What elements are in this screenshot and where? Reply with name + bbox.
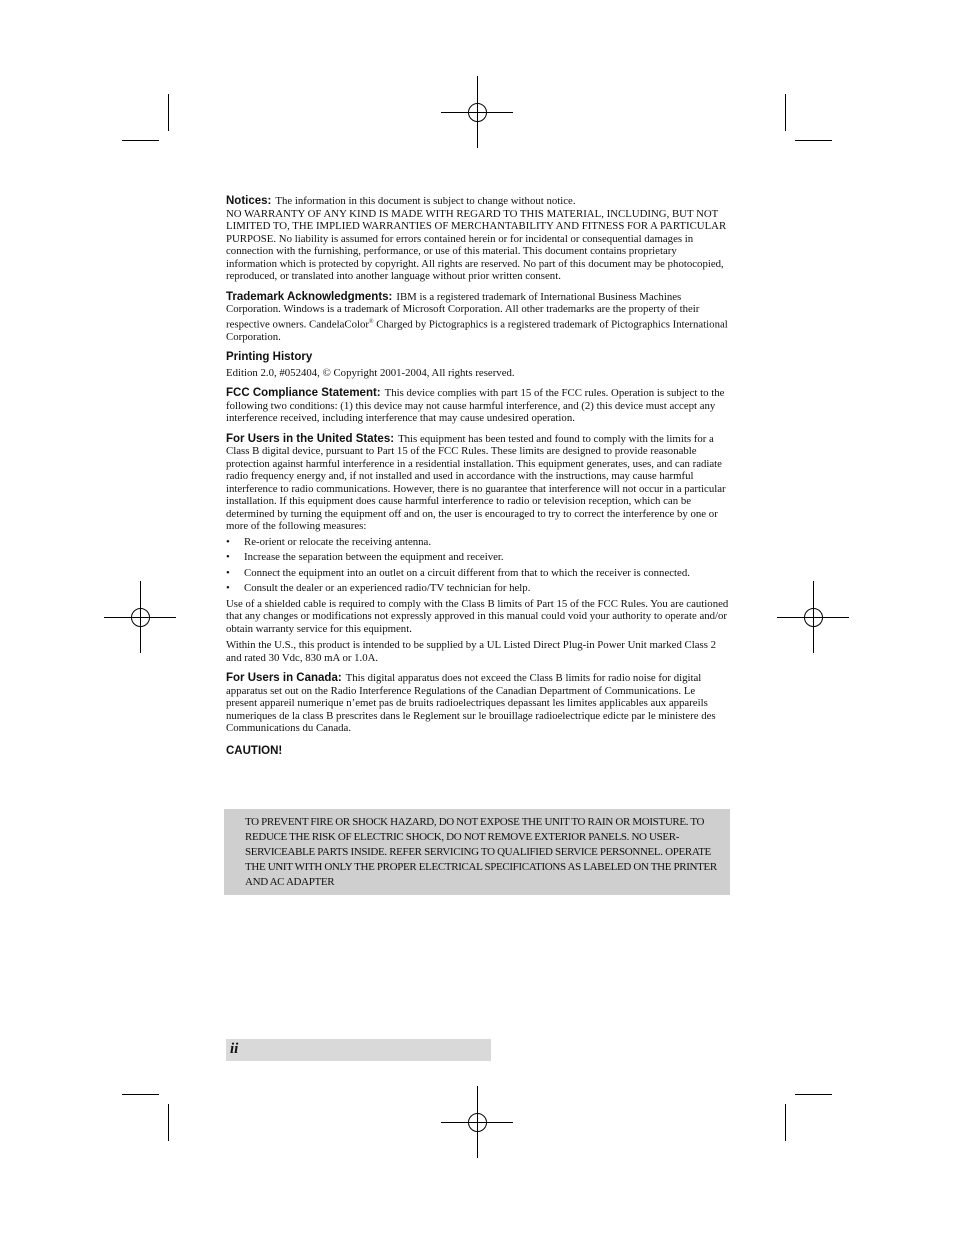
registered-symbol: ® (369, 318, 374, 325)
list-item-text: Connect the equipment into an outlet on a circuit different from that to which the receiver is connected. (244, 566, 690, 579)
registration-mark-top (441, 76, 513, 148)
bullet: • (226, 582, 230, 595)
document-body (226, 195, 729, 761)
crop-mark (795, 1094, 832, 1095)
registration-mark-left (104, 581, 176, 653)
bullet: • (226, 566, 230, 579)
canada-users-body: This digital apparatus does not exceed the Class B limits for radio noise for digital apparatus set out on the Radio Interference Regulations of the Canadian Department of Communications. Le present appareil numerique n’emet pas de bruits radioelectriques depassant les limites applicables aux appareils numeriques de la class B prescrites dans le Reglement sur le brouillage radioelectrique edicte par le ministere des Communications du Canada. (226, 672, 716, 735)
crop-mark (122, 1094, 159, 1095)
printing-history-heading: Printing History (226, 351, 313, 364)
list-item-text: Consult the dealer or an experienced radio/TV technician for help. (244, 582, 531, 595)
us-users-section (226, 433, 729, 665)
power-unit-paragraph: Within the U.S., this product is intended to be supplied by a UL Listed Direct Plug-in Power Unit marked Class 2 and rated 30 Vdc, 830 mA or 1.0A. (226, 639, 717, 664)
trademark-body-part2: Charged by Pictographics is a registered trademark of Pictographics International Corporation. (226, 318, 728, 343)
page-number: ii (230, 1041, 239, 1057)
printing-history-body: Edition 2.0, #052404, © Copyright 2001-2004, All rights reserved. (226, 366, 515, 379)
fcc-body: This device complies with part 15 of the FCC rules. Operation is subject to the following two conditions: (1) this device may not cause harmful interference, and (2) this device must accept any interference received, including interference that may cause undesired operation. (226, 387, 725, 425)
notices-heading: Notices: (226, 195, 272, 207)
us-users-body: This equipment has been tested and found to comply with the limits for a Class B digital device, pursuant to Part 15 of the FCC Rules. These limits are designed to provide reasonable protection against harmful interference in a residential installation. This equipment generates, uses, and can radiate radio frequency energy and, if not installed and used in accordance with the instructions, may cause harmful interference to radio communications. However, there is no guarantee that interference will not occur in a particular installation. If this equipment does cause harmful interference to radio or television reception, which can be determined by turning the equipment off and on, the user is encouraged to try to correct the interference by one or more of the following measures: (226, 432, 726, 533)
trademark-body-part1: IBM is a registered trademark of International Business Machines Corporation. Windows is a trademark of Microsoft Corporation. All other trademarks are the property of their respective owners. CandelaColor (226, 290, 700, 331)
list-item-text: Re-orient or relocate the receiving antenna. (244, 535, 432, 548)
measures-list (226, 536, 729, 595)
crop-mark (168, 94, 169, 131)
notices-intro: The information in this document is subject to change without notice. (275, 195, 576, 207)
caution-text: TO PREVENT FIRE OR SHOCK HAZARD, DO NOT EXPOSE THE UNIT TO RAIN OR MOISTURE. TO REDUCE THE RISK OF ELECTRIC SHOCK, DO NOT REMOVE EXTERIOR PANELS. NO USER-SERVICEABLE PARTS INSIDE. REFER SERVICING TO QUALIFIED SERVICE PERSONNEL. OPERATE THE UNIT WITH ONLY THE PROPER ELECTRICAL SPECIFICATIONS AS LABELED ON THE PRINTER AND AC ADAPTER (245, 816, 717, 888)
crop-mark (168, 1104, 169, 1141)
list-item-text: Increase the separation between the equipment and receiver. (244, 551, 504, 564)
list-item (226, 582, 729, 595)
canada-users-heading: For Users in Canada: (226, 672, 342, 685)
list-item (226, 567, 729, 580)
us-users-heading: For Users in the United States: (226, 432, 395, 445)
footer-bar (226, 1039, 491, 1061)
registration-mark-right (777, 581, 849, 653)
bullet: • (226, 551, 230, 564)
shielded-cable-paragraph: Use of a shielded cable is required to comply with the Class B limits of Part 15 of the FCC Rules. You are cautioned that any changes or modifications not expressly approved in this manual could void your authority to operate and/or obtain warranty service for this equipment. (226, 597, 729, 635)
crop-mark (122, 140, 159, 141)
trademark-section (226, 291, 729, 344)
bullet: • (226, 535, 230, 548)
fcc-heading: FCC Compliance Statement: (226, 387, 381, 400)
crop-mark (795, 140, 832, 141)
crop-mark (785, 94, 786, 131)
fcc-section (226, 387, 729, 425)
canada-users-section (226, 672, 729, 735)
list-item (226, 536, 729, 549)
crop-mark (785, 1104, 786, 1141)
trademark-heading: Trademark Acknowledgments: (226, 290, 393, 303)
registration-mark-bottom (441, 1086, 513, 1158)
list-item (226, 551, 729, 564)
caution-heading: CAUTION! (226, 744, 283, 757)
caution-box (224, 809, 730, 895)
notices-section (226, 195, 729, 283)
notices-body: NO WARRANTY OF ANY KIND IS MADE WITH REGARD TO THIS MATERIAL, INCLUDING, BUT NOT LIMITED TO, THE IMPLIED WARRANTIES OF MERCHANTABILITY AND FITNESS FOR A PARTICULAR PURPOSE. No liability is assumed for errors contained herein or for incidental or consequential damages in connection with the furnishing, performance, or use of this material. This document contains proprietary information which is protected by copyright. All rights are reserved. No part of this document may be photocopied, reproduced, or translated into another language without prior written consent. (226, 207, 727, 282)
printing-history-section (226, 351, 729, 379)
